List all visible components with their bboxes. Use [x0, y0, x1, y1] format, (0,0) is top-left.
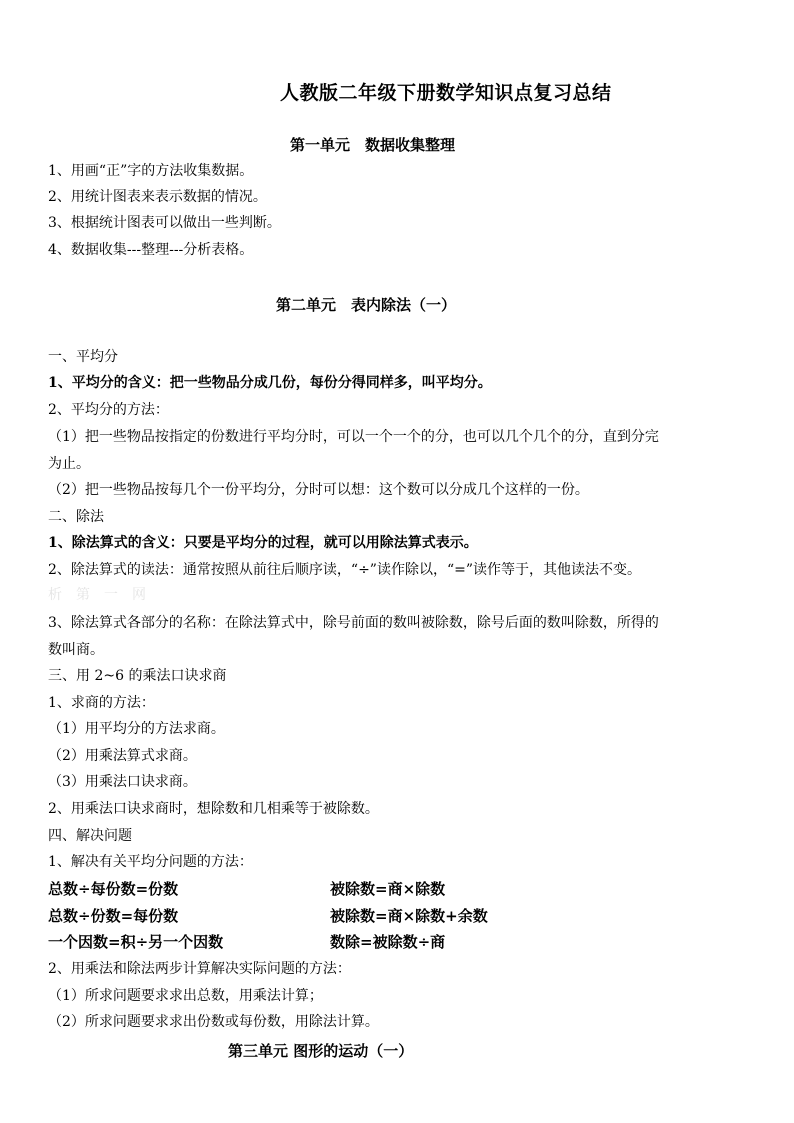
average-method-1-line-2: 为止。 [48, 456, 90, 472]
page-title: 人教版二年级下册数学知识点复习总结 [280, 82, 612, 104]
watermark-text: 析第一网 [48, 587, 160, 603]
formula-left-1: 总数÷每份数=份数 [48, 880, 179, 898]
quotient-method-3: （3）用乘法口诀求商。 [48, 774, 197, 790]
quotient-method-2: （2）用乘法算式求商。 [48, 748, 197, 764]
unit1-item-2: 2、用统计图表来表示数据的情况。 [48, 189, 267, 205]
formula-left-2: 总数÷份数=每份数 [48, 907, 179, 925]
section-2-title: 二、除法 [48, 509, 104, 525]
quotient-method-title: 1、求商的方法： [48, 695, 155, 711]
formula-right-1: 被除数=商×除数 [330, 880, 446, 898]
quotient-tip: 2、用乘法口诀求商时，想除数和几相乘等于被除数。 [48, 801, 379, 817]
formula-right-2: 被除数=商×除数+余数 [330, 907, 488, 925]
average-definition: 1、平均分的含义：把一些物品分成几份，每份分得同样多，叫平均分。 [48, 375, 492, 391]
division-parts-line-1: 3、除法算式各部分的名称：在除法算式中，除号前面的数叫被除数，除号后面的数叫除数，所得的 [48, 615, 659, 631]
unit1-heading: 第一单元 数据收集整理 [290, 136, 456, 154]
unit1-item-3: 3、根据统计图表可以做出一些判断。 [48, 215, 281, 231]
two-step-method-title: 2、用乘法和除法两步计算解决实际问题的方法： [48, 961, 351, 977]
average-method-title: 2、平均分的方法： [48, 402, 169, 418]
average-method-1-line-1: （1）把一些物品按指定的份数进行平均分时，可以一个一个的分，也可以几个几个的分，直到分完 [48, 429, 659, 445]
division-reading: 2、除法算式的读法：通常按照从前往后顺序读，“÷”读作除以，“=”读作等于，其他读法不变。 [48, 562, 641, 578]
two-step-method-1: （1）所求问题要求求出总数，用乘法计算； [48, 988, 323, 1004]
average-method-2: （2）把一些物品按每几个一份平均分，分时可以想：这个数可以分成几个这样的一份。 [48, 482, 589, 498]
unit1-item-4: 4、数据收集---整理---分析表格。 [48, 242, 254, 258]
unit1-item-1: 1、用画“正”字的方法收集数据。 [48, 163, 254, 179]
two-step-method-2: （2）所求问题要求求出份数或每份数，用除法计算。 [48, 1014, 379, 1030]
quotient-method-1: （1）用平均分的方法求商。 [48, 721, 225, 737]
unit3-heading: 第三单元 图形的运动（一） [228, 1042, 414, 1060]
problem-method-title: 1、解决有关平均分问题的方法： [48, 854, 253, 870]
division-definition: 1、除法算式的含义：只要是平均分的过程，就可以用除法算式表示。 [48, 535, 478, 551]
section-3-title: 三、用 2~6 的乘法口诀求商 [48, 668, 227, 684]
unit2-heading: 第二单元 表内除法（一） [276, 296, 457, 314]
section-1-title: 一、平均分 [48, 349, 118, 365]
section-4-title: 四、解决问题 [48, 828, 132, 844]
division-parts-line-2: 数叫商。 [48, 642, 104, 658]
formula-left-3: 一个因数=积÷另一个因数 [48, 933, 224, 951]
formula-right-3: 数除=被除数÷商 [330, 933, 446, 951]
